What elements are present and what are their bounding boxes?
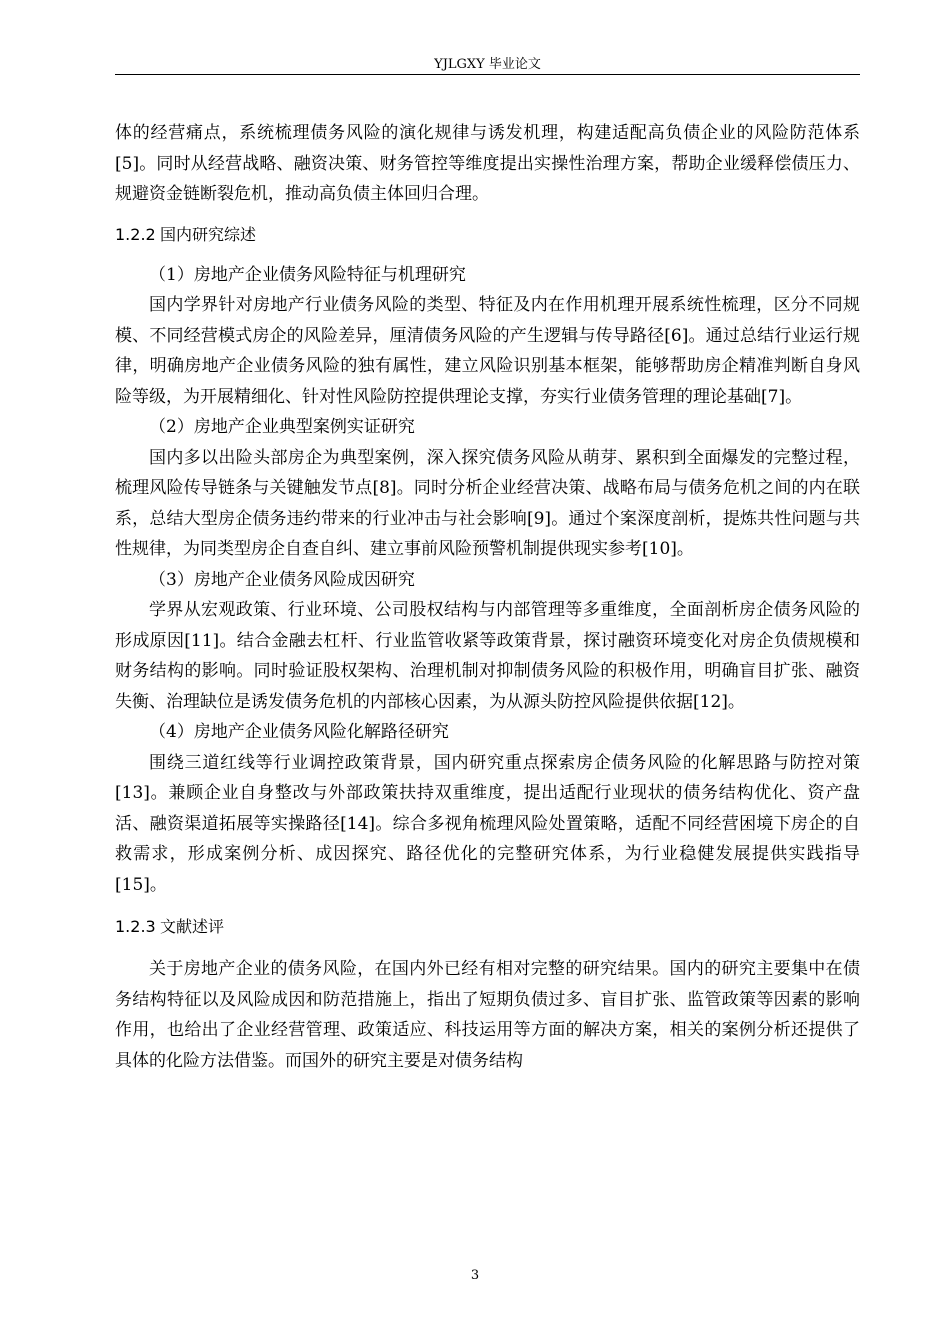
subsection-item-2: （2）房地产企业典型案例实证研究 (149, 417, 415, 437)
paragraph: 学界从宏观政策、行业环境、公司股权结构与内部管理等多重维度，全面剖析房企债务风险的形成原因[11]。结合金融去杠杆、行业监管收紧等政策背景，探讨融资环境变化对房企负债规模和财务结构的影响。同时验证股权架构、治理机制对抑制债务风险的积极作用，明确盲目扩张、融资失衡、治理缺位是诱发债务危机的内部核心因素，为从源头防控风险提供依据[12]。 (115, 600, 860, 712)
paragraph: 国内多以出险头部房企为典型案例，深入探究债务风险从萌芽、累积到全面爆发的完整过程，梳理风险传导链条与关键触发节点[8]。同时分析企业经营决策、战略布局与债务危机之间的内在联系，总结大型房企债务违约带来的行业冲击与社会影响[9]。通过个案深度剖析，提炼共性问题与共性规律，为同类型房企自查自纠、建立事前风险预警机制提供现实参考[10]。 (115, 447, 860, 559)
paragraph: 关于房地产企业的债务风险，在国内外已经有相对完整的研究结果。国内的研究主要集中在债务结构特征以及风险成因和防范措施上，指出了短期负债过多、盲目扩张、监管政策等因素的影响作用，也给出了企业经营管理、政策适应、科技运用等方面的解决方案，相关的案例分析还提供了具体的化险方法借鉴。而国外的研究主要是对债务结构 (115, 959, 860, 1071)
section-number: 1.2.2 (115, 224, 156, 244)
running-header: YJLGXY 毕业论文 (434, 57, 541, 72)
subsection-item-4: （4）房地产企业债务风险化解路径研究 (149, 722, 449, 742)
section-number: 1.2.3 (115, 917, 156, 936)
subsection-item-1: （1）房地产企业债务风险特征与机理研究 (149, 264, 466, 285)
section-title: 国内研究综述 (160, 224, 257, 244)
paragraph: 国内学界针对房地产行业债务风险的类型、特征及内在作用机理开展系统性梳理，区分不同规模、不同经营模式房企的风险差异，厘清债务风险的产生逻辑与传导路径[6]。通过总结行业运行规律，明确房地产企业债务风险的独有属性，建立风险识别基本框架，能够帮助房企精准判断自身风险等级，为开展精细化、针对性风险防控提供理论支撑，夯实行业债务管理的理论基础[7]。 (115, 295, 860, 407)
page-number: 3 (470, 1268, 480, 1283)
section-heading-1-2-2 (115, 220, 860, 250)
paragraph-continued: 体的经营痛点，系统梳理债务风险的演化规律与诱发机理，构建适配高负债企业的风险防范体系[5]。同时从经营战略、融资决策、财务管控等维度提出实操性治理方案，帮助企业缓释偿债压力、规避资金链断裂危机，推动高负债主体回归合理。 (115, 123, 860, 204)
section-title: 文献述评 (160, 917, 225, 936)
section-heading-1-2-3 (115, 912, 860, 942)
subsection-item-3: （3）房地产企业债务风险成因研究 (149, 569, 415, 590)
page-body (115, 118, 860, 1076)
paragraph: 围绕三道红线等行业调控政策背景，国内研究重点探索房企债务风险的化解思路与防控对策[13]。兼顾企业自身整改与外部政策扶持双重维度，提出适配行业现状的债务结构优化、资产盘活、融资渠道拓展等实操路径[14]。综合多视角梳理风险处置策略，适配不同经营困境下房企的自救需求，形成案例分析、成因探究、路径优化的完整研究体系，为行业稳健发展提供实践指导[15]。 (115, 752, 860, 895)
header-rule (115, 74, 860, 75)
